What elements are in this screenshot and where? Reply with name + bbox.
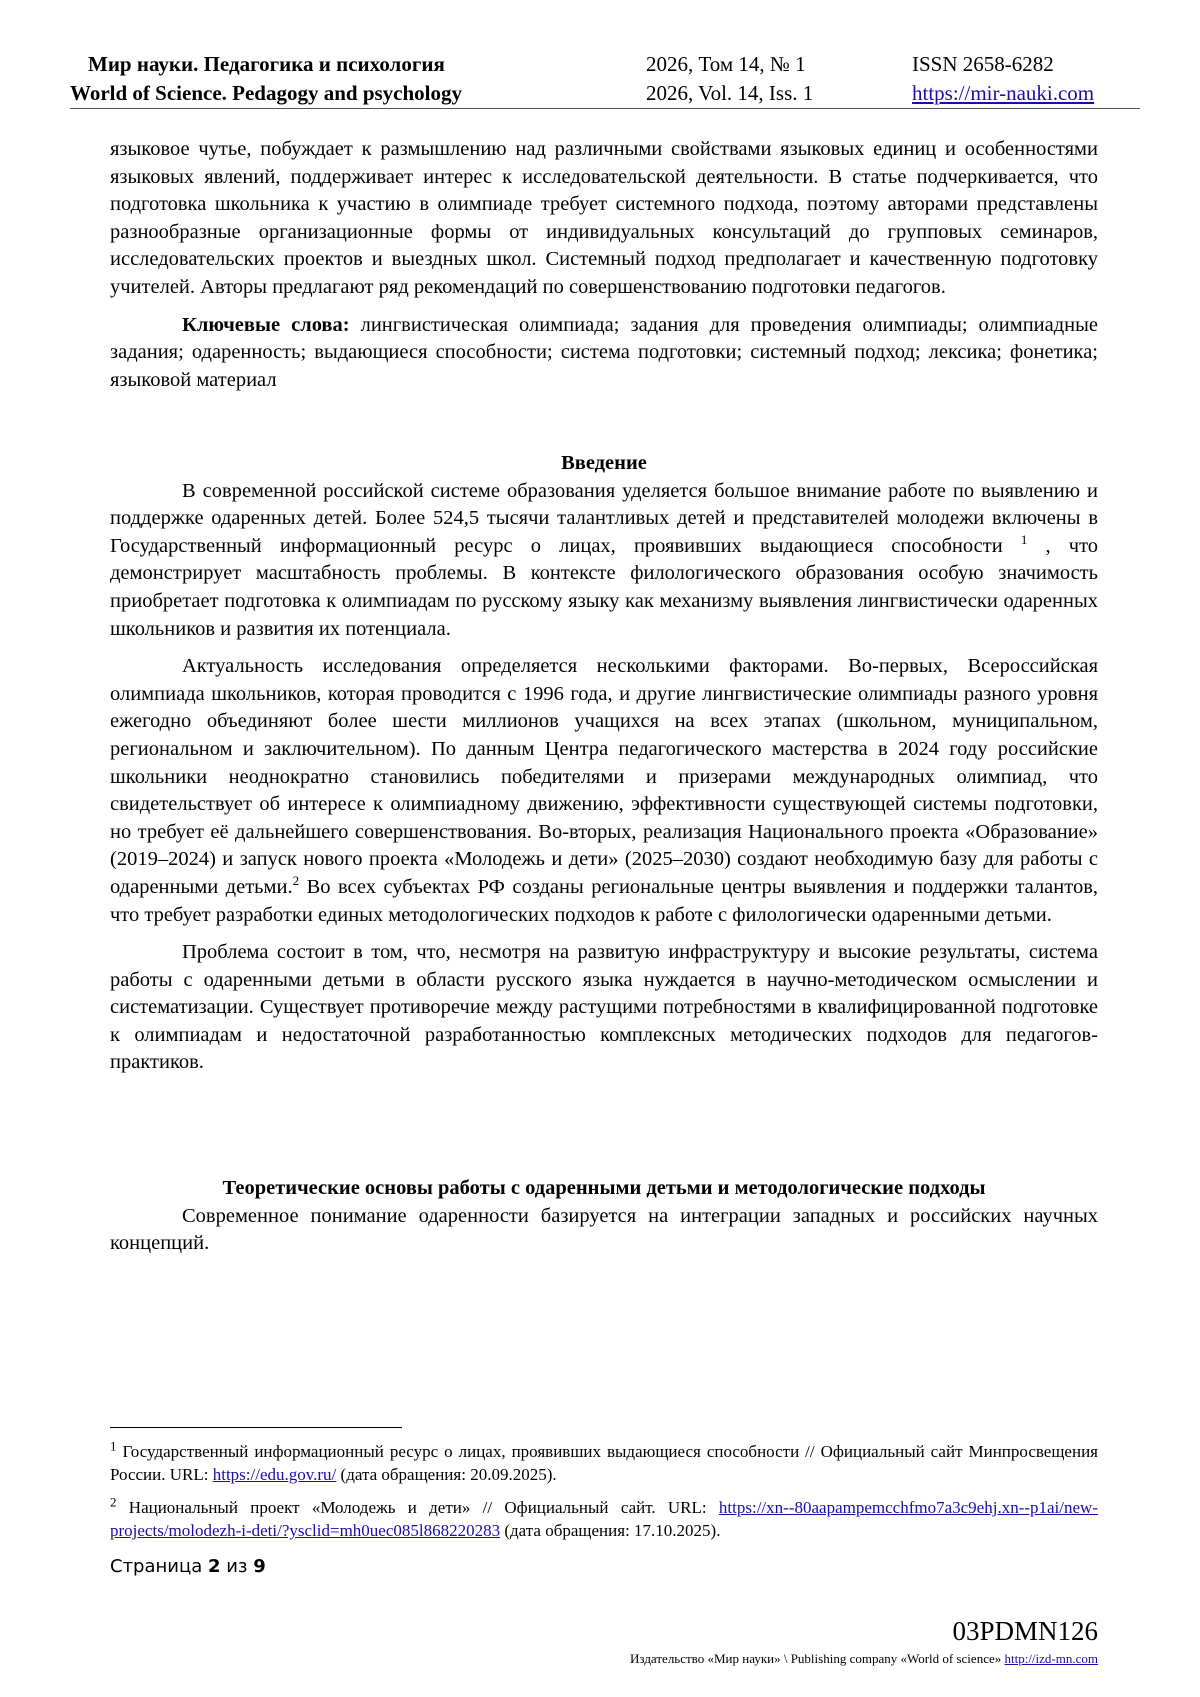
header-divider: [70, 108, 1140, 109]
footnotes: [110, 1440, 1098, 1552]
keywords-text: лингвистическая олимпиада; задания для проведения олимпиады; олимпиадные задания; одаренность; выдающиеся способности; система подготовки; системный подход; лексика; фонетика; языковой материал: [110, 313, 1099, 391]
journal-title-ru: Мир науки. Педагогика и психология: [88, 52, 445, 76]
publisher-link[interactable]: http://izd-mn.com: [1004, 1651, 1098, 1666]
theory-paragraph-1: Современное понимание одаренности базируется на интеграции западных и российских научных концепций.: [110, 1204, 1098, 1255]
intro-paragraph-3: Проблема состоит в том, что, несмотря на развитую инфраструктуру и высокие результаты, система работы с одаренными детьми в области русского языка нуждается в научно-методическом осмыслении и систематизации. Существует противоречие между растущими потребностями в квалифицированной подготовке к олимпиадам и недостаточной разработанностью комплексных методических подходов для педагогов-практиков.: [110, 941, 1098, 1074]
issue-ru: 2026, Том 14, № 1: [646, 52, 806, 76]
footnote-ref-2[interactable]: 2: [292, 873, 300, 889]
footnote-ref-1[interactable]: 1: [1020, 531, 1028, 547]
footnote-2: $^2$ Национальный проект «Молодежь и дети» // Официальный сайт. URL: https://xn--80aapampemcchfmo7a3c9ehj.xn--p1ai/new-projects/molodezh-i-deti/?ysclid=mh0uec085l868220283 (дата обращения: 17.10.2025).: [110, 1494, 1098, 1540]
journal-url-link[interactable]: https://mir-nauki.com: [912, 81, 1095, 105]
publisher-line: Издательство «Мир науки» \ Publishing company «World of science» http://izd-mn.com: [630, 1651, 1098, 1666]
footnote-1-link[interactable]: https://edu.gov.ru/: [212, 1465, 337, 1484]
journal-header: [70, 50, 1140, 108]
theory-heading: Теоретические основы работы с одаренными детьми и методологические подходы: [222, 1177, 986, 1199]
keywords-label: Ключевые слова:: [182, 313, 350, 336]
page-number: Страница 2 из 9: [110, 1556, 266, 1577]
abstract-block: [110, 136, 1098, 394]
issn: ISSN 2658-6282: [912, 52, 1054, 76]
footnote-2-link[interactable]: https://xn--80aapampemcchfmo7a3c9ehj.xn--p1ai/new-projects/molodezh-i-deti/?ysclid=mh0uec085l868220283: [110, 1498, 1098, 1540]
intro-heading: Введение: [561, 452, 647, 474]
article-code: 03PDMN126: [952, 1616, 1098, 1646]
introduction-section: [110, 450, 1098, 1077]
issue-en: 2026, Vol. 14, Iss. 1: [646, 81, 814, 105]
journal-title-en: World of Science. Pedagogy and psychology: [70, 81, 463, 105]
footnote-1: $^1$ Государственный информационный ресурс о лицах, проявивших выдающиеся способности // Официальный сайт Минпросвещения России. URL: https://edu.gov.ru/ (дата обращения: 20.09.2025).: [110, 1438, 1098, 1484]
intro-paragraph-2: Актуальность исследования определяется несколькими факторами. Во-первых, Всероссийская олимпиада школьников, которая проводится с 1996 года, и другие лингвистические олимпиады разного уровня ежегодно объединяют более шести миллионов учащихся на всех этапах (школьном, муниципальном, региональном и заключительном). По данным Центра педагогического мастерства в 2024 году российские школьники неоднократно становились победителями и призерами международных олимпиад, что свидетельствует об интересе к олимпиадному движению, эффективности существующей системы подготовки, но требует её дальнейшего совершенствования. Во-вторых, реализация Национального проекта «Образование» (2019–2024) и запуск нового проекта «Молодежь и дети» (2025–2030) создают необходимую базу для работы с одаренными детьми.$^2$ Во всех субъектах РФ созданы региональные центры выявления и поддержки талантов, что требует разработки единых методологических подходов к работе с филологически одаренными детьми.: [110, 655, 1098, 926]
footnote-divider: [110, 1427, 402, 1428]
abstract-text: языковое чутье, побуждает к размышлению над различными свойствами языковых единиц и особенностями языковых явлений, поддерживает интерес к исследовательской деятельности. В статье подчеркивается, что подготовка школьника к участию в олимпиаде требует системного подхода, поэтому авторами представлены разнообразные организационные формы от индивидуальных консультаций до групповых семинаров, исследовательских проектов и выездных школ. Системный подход предполагает и качественную подготовку учителей. Авторы предлагают ряд рекомендаций по совершенствованию подготовки педагогов.: [110, 138, 1098, 298]
keywords-paragraph: [110, 312, 1098, 395]
intro-paragraph-1: В современной российской системе образования уделяется большое внимание работе по выявлению и поддержке одаренных детей. Более 524,5 тысячи талантливых детей и представителей молодежи включены в Государственный информационный ресурс о лицах, проявивших выдающиеся способности $^1$ , что демонстрирует масштабность проблемы. В контексте филологического образования особую значимость приобретает подготовка к олимпиадам по русскому языку как механизму выявления лингвистически одаренных школьников и развития их потенциала.: [110, 479, 1099, 640]
theory-section: [110, 1175, 1098, 1258]
